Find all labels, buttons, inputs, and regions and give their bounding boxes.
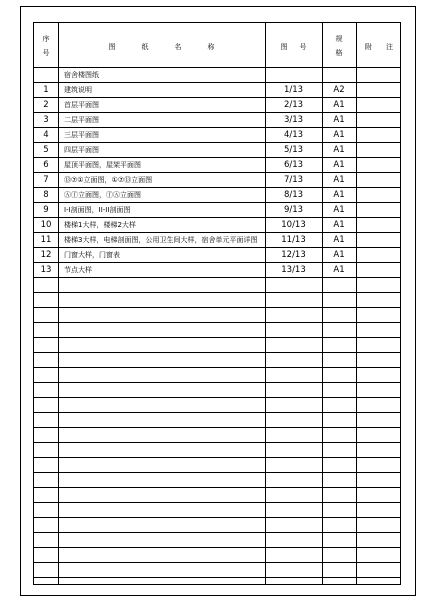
paper-size: A1 xyxy=(333,145,345,155)
drawing-name: 楼梯1大样，楼梯2大样 xyxy=(64,221,136,229)
row-number: 13 xyxy=(40,265,52,275)
row-divider xyxy=(34,337,400,338)
header-name xyxy=(58,43,265,51)
row-divider xyxy=(34,577,400,578)
row-number: 3 xyxy=(43,115,49,125)
row-divider xyxy=(34,277,400,278)
sheet-number: 12/13 xyxy=(281,250,306,260)
header-sheet-char: 号 xyxy=(299,43,307,51)
header-note-char: 附 xyxy=(365,43,372,51)
row-number: 7 xyxy=(43,175,49,185)
header-no-char: 序 xyxy=(42,35,50,43)
row-divider xyxy=(34,397,400,398)
header-sheet-char: 图 xyxy=(280,43,288,51)
paper-size: A1 xyxy=(333,160,345,170)
row-number: 6 xyxy=(43,160,49,170)
row-divider xyxy=(34,82,400,83)
sheet-number: 8/13 xyxy=(283,190,304,200)
row-divider xyxy=(34,427,400,428)
row-divider xyxy=(34,412,400,413)
drawing-name: 首层平面图 xyxy=(64,101,99,109)
row-number: 4 xyxy=(43,130,49,140)
sheet-number: 11/13 xyxy=(281,235,306,245)
drawing-name: ⑬⑦①立面图，①⑦⑬立面图 xyxy=(64,176,153,184)
paper-size: A1 xyxy=(333,250,345,260)
drawing-name: 门窗大样，门窗表 xyxy=(64,251,120,259)
header-size-char: 格 xyxy=(335,49,343,57)
row-number: 8 xyxy=(43,190,49,200)
drawing-name: 四层平面图 xyxy=(64,146,99,154)
row-divider xyxy=(34,187,400,188)
sheet-number: 5/13 xyxy=(283,145,304,155)
header-size xyxy=(322,35,356,57)
row-divider xyxy=(34,517,400,518)
drawing-name: 节点大样 xyxy=(64,266,92,274)
sheet-number: 7/13 xyxy=(283,175,304,185)
header-note-char: 注 xyxy=(386,43,393,51)
paper-size: A1 xyxy=(333,205,345,215)
row-number: 9 xyxy=(43,205,49,215)
row-number: 5 xyxy=(43,145,49,155)
drawing-name: 二层平面图 xyxy=(64,116,99,124)
row-divider xyxy=(34,292,400,293)
header-name-char: 称 xyxy=(207,43,215,51)
drawing-index-table xyxy=(33,22,401,585)
row-divider xyxy=(34,112,400,113)
row-divider xyxy=(34,367,400,368)
row-divider xyxy=(34,202,400,203)
sheet-number: 9/13 xyxy=(283,205,304,215)
row-divider xyxy=(34,352,400,353)
paper-size xyxy=(322,68,356,83)
sheet-border xyxy=(20,6,416,596)
paper-size: A1 xyxy=(333,220,345,230)
sheet-number: 10/13 xyxy=(281,220,306,230)
drawing-name: 宿舍楼图纸 xyxy=(64,71,99,79)
drawing-name: I-I剖面图，II-II剖面图 xyxy=(64,206,131,214)
row-divider xyxy=(34,442,400,443)
row-divider xyxy=(34,157,400,158)
drawing-name: 三层平面图 xyxy=(64,131,99,139)
drawing-name: Ⓐⓕ立面图，ⓕⒶ立面图 xyxy=(64,191,141,199)
sheet-number: 6/13 xyxy=(283,160,304,170)
sheet-number: 13/13 xyxy=(281,265,306,275)
sheet-number: 3/13 xyxy=(283,115,304,125)
header-note xyxy=(356,43,402,51)
header-name-char: 纸 xyxy=(141,43,149,51)
drawing-name: 建筑说明 xyxy=(64,86,92,94)
drawing-name: 屋顶平面图，屋架平面图 xyxy=(64,161,141,169)
column-divider xyxy=(356,23,357,584)
paper-size: A1 xyxy=(333,190,345,200)
paper-size: A1 xyxy=(333,115,345,125)
row-divider xyxy=(34,547,400,548)
row-divider xyxy=(34,502,400,503)
row-divider xyxy=(34,307,400,308)
header-size-char: 规 xyxy=(335,35,343,43)
row-divider xyxy=(34,382,400,383)
row-divider xyxy=(34,127,400,128)
paper-size: A1 xyxy=(333,175,345,185)
paper-size: A1 xyxy=(333,100,345,110)
paper-size: A1 xyxy=(333,130,345,140)
header-sheet xyxy=(265,43,322,51)
sheet-number xyxy=(265,68,322,83)
column-divider xyxy=(58,23,59,584)
row-number: 2 xyxy=(43,100,49,110)
row-number: 11 xyxy=(40,235,52,245)
header-name-char: 图 xyxy=(108,43,116,51)
row-divider xyxy=(34,472,400,473)
row-number: 10 xyxy=(40,220,52,230)
header-no-char: 号 xyxy=(42,49,50,57)
row-divider xyxy=(34,562,400,563)
row-divider xyxy=(34,217,400,218)
row-divider xyxy=(34,322,400,323)
row-divider xyxy=(34,487,400,488)
drawing-name: 楼梯3大样，电梯剖面图，公用卫生间大样，宿舍单元平面详图 xyxy=(64,236,258,244)
row-divider xyxy=(34,247,400,248)
row-divider xyxy=(34,232,400,233)
row-number: 1 xyxy=(43,85,49,95)
sheet-number: 1/13 xyxy=(283,85,304,95)
paper-size: A1 xyxy=(333,235,345,245)
row-divider xyxy=(34,97,400,98)
header-name-char: 名 xyxy=(174,43,182,51)
sheet-number: 4/13 xyxy=(283,130,304,140)
row-divider xyxy=(34,172,400,173)
row-number xyxy=(34,68,58,83)
row-divider xyxy=(34,457,400,458)
row-divider xyxy=(34,532,400,533)
paper-size: A1 xyxy=(333,265,345,275)
row-divider xyxy=(34,262,400,263)
header-no xyxy=(34,35,58,57)
sheet-number: 2/13 xyxy=(283,100,304,110)
paper-size: A2 xyxy=(333,85,345,95)
row-number: 12 xyxy=(40,250,52,260)
row-divider xyxy=(34,142,400,143)
